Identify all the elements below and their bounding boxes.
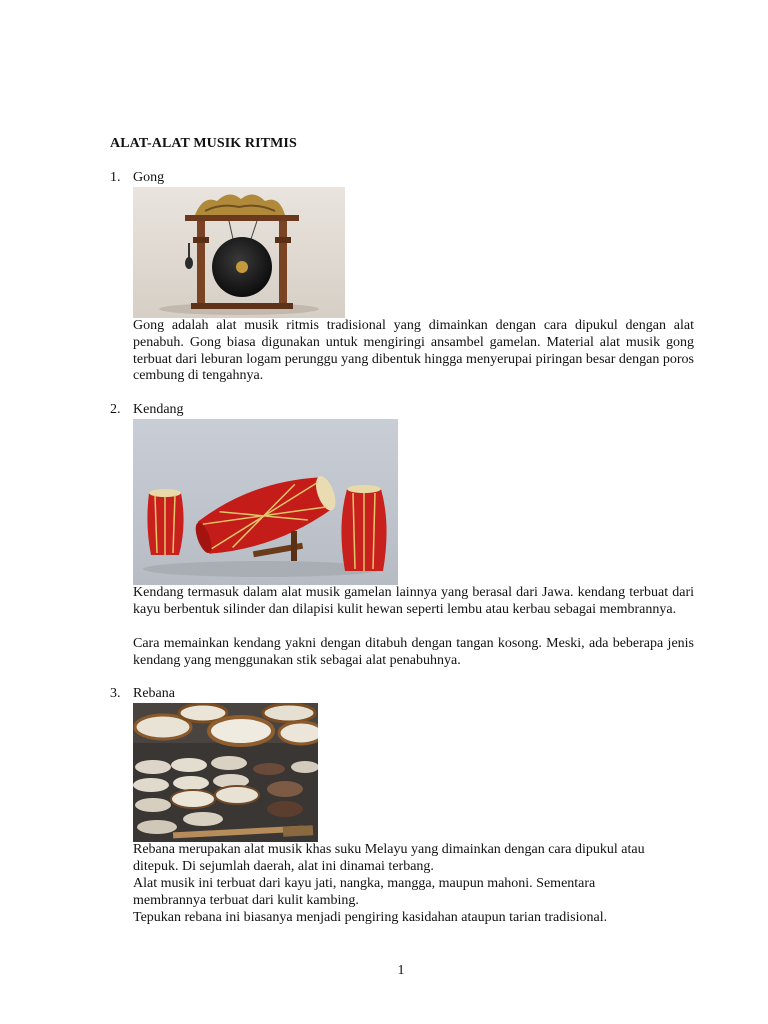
gong-photo (133, 187, 345, 318)
item-number-kendang: 2. (110, 402, 121, 417)
kendang-photo (133, 419, 398, 585)
paragraph: Kendang termasuk dalam alat musik gamelan lainnya yang berasal dari Jawa. kendang terbuat dari kayu berbentuk silinder dan dilapisi kulit hewan seperti lembu atau kerbau sebagai membrannya. (133, 585, 694, 617)
paragraph: Alat musik ini terbuat dari kayu jati, nangka, mangga, maupun mahoni. Sementara membrannya terbuat dari kulit kambing. (133, 876, 596, 908)
paragraph: Gong adalah alat musik ritmis tradisional yang dimainkan dengan cara dipukul dengan alat penabuh. Gong biasa digunakan untuk mengiringi ansambel gamelan. Material alat musik gong terbuat dari leburan logam perunggu yang dibentuk hingga menyerupai piringan besar dengan poros cembung di tengahnya. (133, 318, 694, 384)
item-number-rebana: 3. (110, 686, 121, 701)
item-number-gong: 1. (110, 170, 121, 185)
item-title-rebana: Rebana (133, 686, 175, 701)
item-title-kendang: Kendang (133, 402, 184, 417)
page-number: 1 (397, 963, 405, 978)
section-heading: ALAT-ALAT MUSIK RITMIS (110, 136, 297, 151)
paragraph: Cara memainkan kendang yakni dengan ditabuh dengan tangan kosong. Meski, ada beberapa jenis kendang yang menggunakan stik sebagai alat penabuhnya. (133, 636, 694, 668)
paragraph: Tepukan rebana ini biasanya menjadi pengiring kasidahan ataupun tarian tradisional. (133, 910, 608, 925)
rebana-photo (133, 703, 318, 842)
item-title-gong: Gong (133, 170, 165, 185)
paragraph: Rebana merupakan alat musik khas suku Melayu yang dimainkan dengan cara dipukul atau ditepuk. Di sejumlah daerah, alat ini dinamai terbang. (133, 842, 645, 874)
